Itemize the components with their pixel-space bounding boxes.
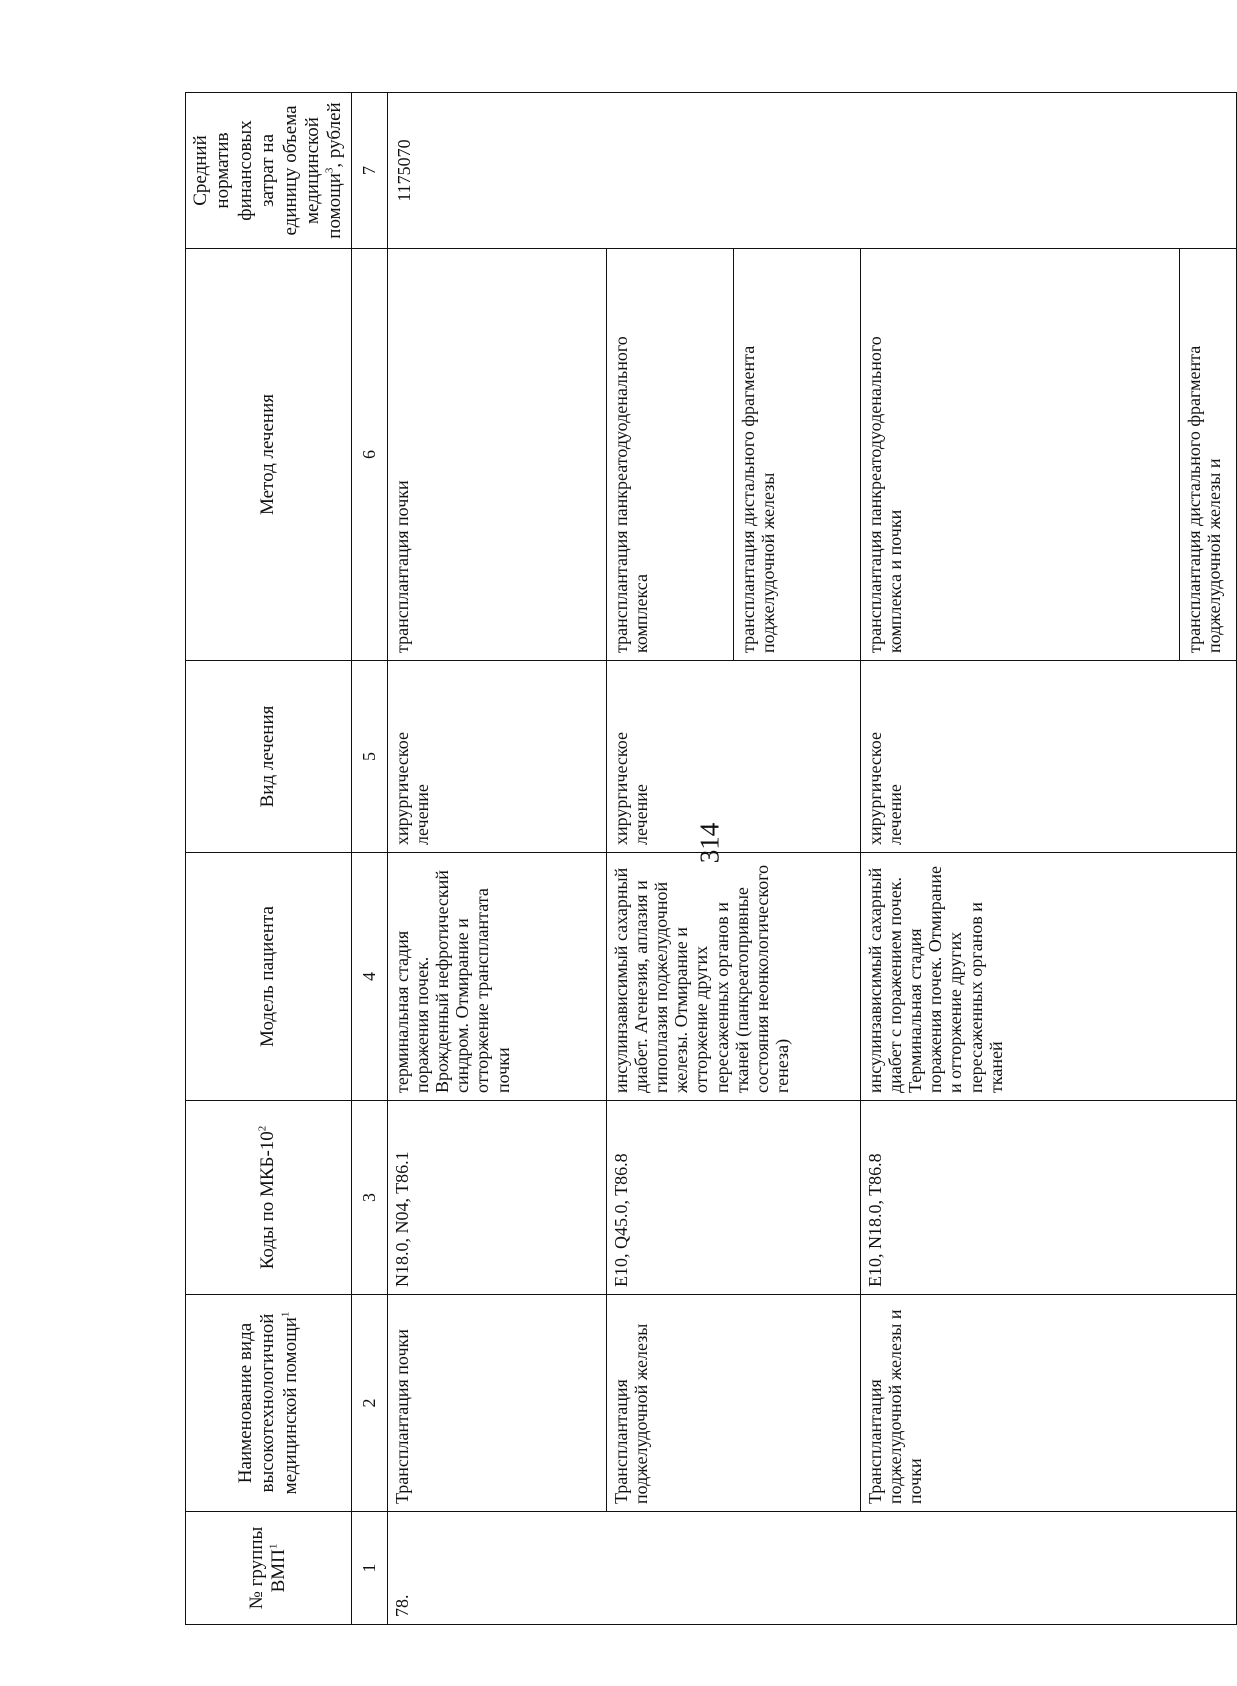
- treatment-type-cell: хирургическое лечение: [606, 661, 860, 853]
- column-number-row: [351, 93, 387, 1625]
- treatment-method-cell: трансплантация дистального фрагмента поджелудочной железы: [733, 249, 860, 661]
- treatment-method-cell-continued: [1228, 249, 1237, 661]
- treatment-type-cell: хирургическое лечение: [387, 661, 606, 853]
- header-icd-codes: Коды по МКБ-$10^2$: [186, 1101, 352, 1295]
- care-type-cell: Трансплантация почки: [387, 1295, 606, 1512]
- care-type-cell: Трансплантация поджелудочной железы: [606, 1295, 860, 1512]
- table-row: [606, 93, 733, 1625]
- table-row: [387, 93, 606, 1625]
- header-group-number: № группы ВМП$^1$: [186, 1512, 352, 1625]
- column-number: 5: [351, 661, 387, 853]
- icd-codes-cell: E10, N18.0, T86.8: [860, 1101, 1236, 1295]
- rotated-table-wrapper: [185, 93, 1224, 1625]
- page-number: 314: [694, 822, 725, 864]
- patient-model-cell: инсулинзависимый сахарный диабет с поражением почек. Терминальная стадия поражения почек. Отмирание и отторжение других пересаженных органов и тканей: [860, 853, 1236, 1101]
- header-row: [186, 93, 352, 1625]
- treatment-method-cell: трансплантация почки: [387, 249, 606, 661]
- treatment-type-cell: хирургическое лечение: [860, 661, 1236, 853]
- treatment-method-cell: трансплантация панкреатодуоденального комплекса и почки: [860, 249, 1179, 661]
- header-patient-model: Модель пациента: [186, 853, 352, 1101]
- column-number: 6: [351, 249, 387, 661]
- header-cost-standard: Средний норматив финансовых затрат на единицу объема медицинской помощи$^3$, рублей: [186, 93, 352, 249]
- patient-model-cell: терминальная стадия поражения почек. Врожденный нефротический синдром. Отмирание и отторжение трансплантата почки: [387, 853, 606, 1101]
- header-care-type: Наименование вида высокотехнологичной медицинской помощи$^1$: [186, 1295, 352, 1512]
- column-number: 2: [351, 1295, 387, 1512]
- column-number: 3: [351, 1101, 387, 1295]
- header-treatment-method: Метод лечения: [186, 249, 352, 661]
- column-number: 4: [351, 853, 387, 1101]
- header-treatment-type: Вид лечения: [186, 661, 352, 853]
- icd-codes-cell: N18.0, N04, T86.1: [387, 1101, 606, 1295]
- patient-model-cell: инсулинзависимый сахарный диабет. Агенезия, аплазия и гипоплазия поджелудочной железы. Отмирание и отторжение других пересаженных органов и тканей (панкреатопривные состояния неонкологического генеза): [606, 853, 860, 1101]
- column-number: 7: [351, 93, 387, 249]
- group-number-cell: 78.: [387, 1512, 1236, 1625]
- treatment-method-cell: трансплантация дистального фрагмента поджелудочной железы и: [1179, 249, 1228, 661]
- icd-codes-cell: E10, Q45.0, T86.8: [606, 1101, 860, 1295]
- vmp-table: [185, 92, 1237, 1625]
- care-type-cell: Трансплантация поджелудочной железы и почки: [860, 1295, 1236, 1512]
- cost-cell: 1175070: [387, 93, 1236, 249]
- table-row: [860, 93, 1179, 1625]
- column-number: 1: [351, 1512, 387, 1625]
- treatment-method-cell: трансплантация панкреатодуоденального комплекса: [606, 249, 733, 661]
